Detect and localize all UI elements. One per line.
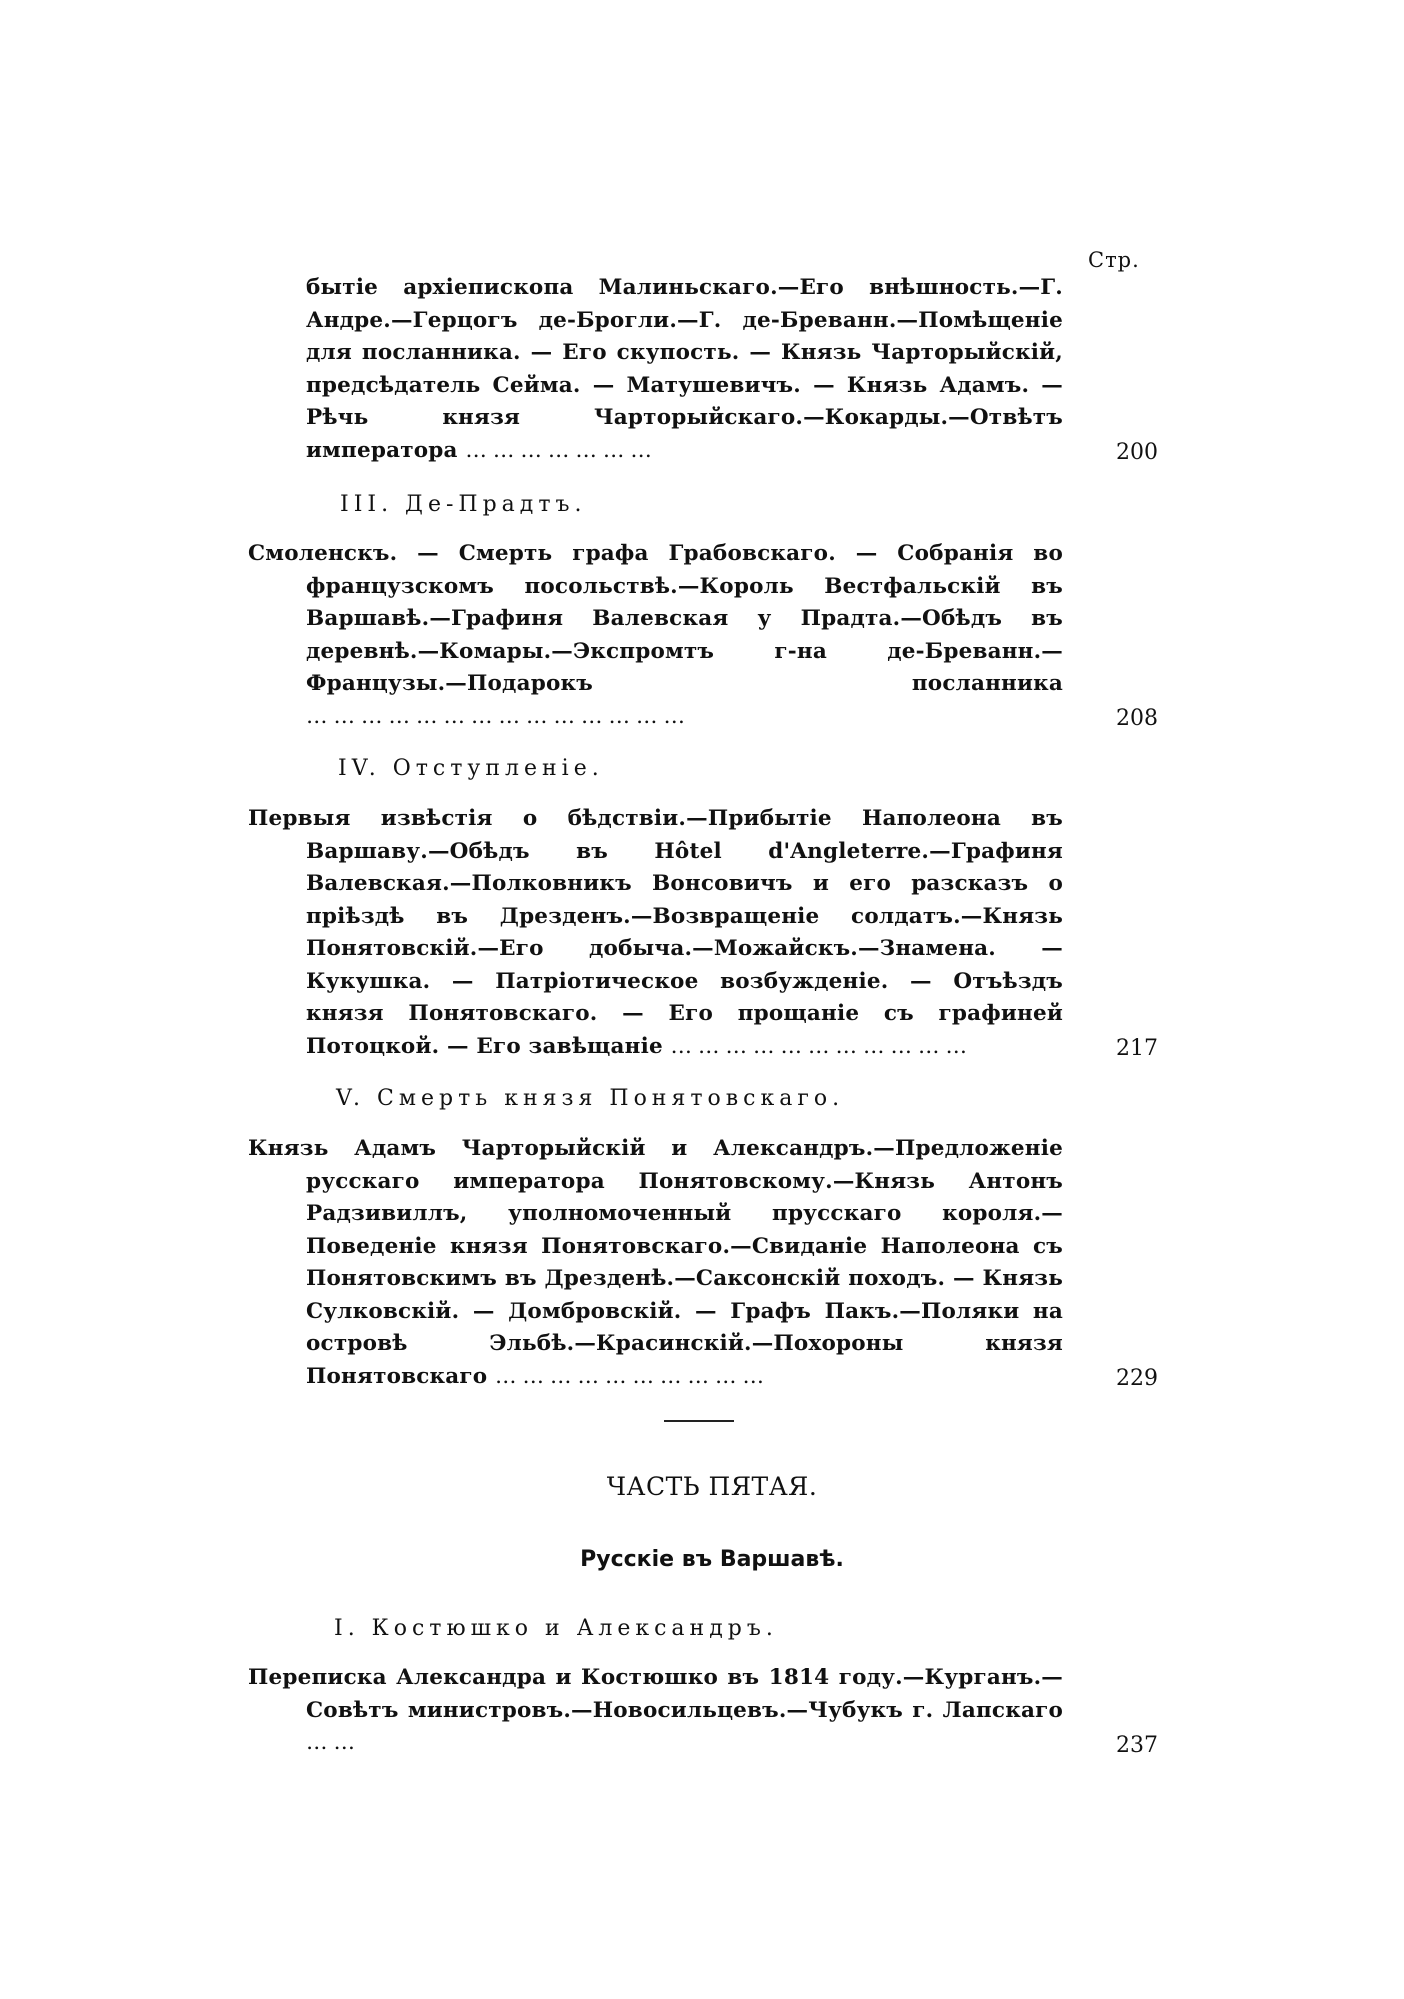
section-heading: III. Де-Прадтъ. — [340, 492, 587, 517]
toc-page-number: 200 — [1116, 440, 1158, 465]
toc-entry — [248, 1133, 1158, 1393]
toc-entry-description: Князь Адамъ Чарторыйскій и Александръ.—Предложеніе русскаго императора Понятовскому.—Князь Антонъ Радзивиллъ, уполномоченный прусскаго короля.—Поведеніе князя Понятовскаго.—Свиданіе Наполеона съ Понятовскимъ въ Дрезденѣ.—Саксонскій походъ. — Князь Сулковскій. — Домбровскій. — Графъ Пакъ.—Поляки на островѣ Эльбѣ.—Красинскій.—Похороны князя Понятовскаго — [248, 1136, 1063, 1389]
toc-entry-description: Смоленскъ. — Смерть графа Грабовскаго. — Собранія во французскомъ посольствѣ.—Король Вестфальскій въ Варшавѣ.—Графиня Валевская у Прадта.—Обѣдъ въ деревнѣ.—Комары.—Экспромтъ г-на де-Бреванн.—Французы.—Подарокъ посланника — [248, 541, 1063, 696]
toc-entry-text — [248, 538, 1063, 733]
toc-page-number: 229 — [1116, 1366, 1158, 1391]
leader-dots: ………………………… — [495, 1363, 771, 1389]
page-column-label: Стр. — [1088, 248, 1140, 272]
leader-dots: …… — [306, 1730, 361, 1755]
toc-entry-description: Первыя извѣстія о бѣдствіи.—Прибытіе Наполеона въ Варшаву.—Обѣдъ въ Hôtel d'Angleterre.—Графиня Валевская.—Полковникъ Вонсовичъ и его разсказъ о пріѣздѣ въ Дрезденъ.—Возвращеніе солдатъ.—Князь Понятовскій.—Его добыча.—Можайскъ.—Знамена. — Кукушка. — Патріотическое возбужденіе. — Отъѣздъ князя Понятовскаго. — Его прощаніе съ графиней Потоцкой. — Его завѣщаніе — [248, 806, 1063, 1059]
part-subtitle: Русскіе въ Варшавѣ. — [580, 1547, 844, 1572]
toc-entry-description: бытіе архіепископа Малиньскаго.—Его внѣшность.—Г. Андре.—Герцогъ де-Брогли.—Г. де-Бреванн.—Помѣщеніе для посланника. — Его скупость. — Князь Чарторыйскій, предсѣдатель Сейма. — Матушевичъ. — Князь Адамъ. — Рѣчь князя Чарторыйскаго.—Кокарды.—Отвѣтъ императора — [306, 275, 1063, 463]
leader-dots: ………………… — [465, 437, 658, 463]
toc-entry — [248, 803, 1158, 1063]
toc-entry — [248, 538, 1158, 733]
part-title: ЧАСТЬ ПЯТАЯ. — [606, 1472, 818, 1501]
section-heading: IV. Отступленіе. — [338, 756, 604, 781]
section-heading: V. Смерть князя Понятовскаго. — [336, 1086, 845, 1111]
section-divider — [664, 1420, 734, 1422]
toc-page-number: 217 — [1116, 1036, 1158, 1061]
toc-page-number: 237 — [1116, 1732, 1158, 1758]
leader-dots: …………………………… — [670, 1033, 974, 1059]
toc-entry-description: Переписка Александра и Костюшко въ 1814 году.—Курганъ.—Совѣтъ министровъ.—Новосильцевъ.—Чубукъ г. Лапскаго — [248, 1665, 1063, 1723]
section-heading: I. Костюшко и Александръ. — [334, 1616, 778, 1641]
toc-entry-text — [248, 1133, 1063, 1393]
leader-dots: …………………………………… — [306, 703, 691, 729]
toc-entry-text — [248, 272, 1063, 467]
toc-entry-text — [248, 1662, 1063, 1760]
toc-entry — [248, 1662, 1158, 1760]
toc-entry-text — [248, 803, 1063, 1063]
toc-page-number: 208 — [1116, 706, 1158, 731]
toc-entry — [248, 272, 1158, 467]
